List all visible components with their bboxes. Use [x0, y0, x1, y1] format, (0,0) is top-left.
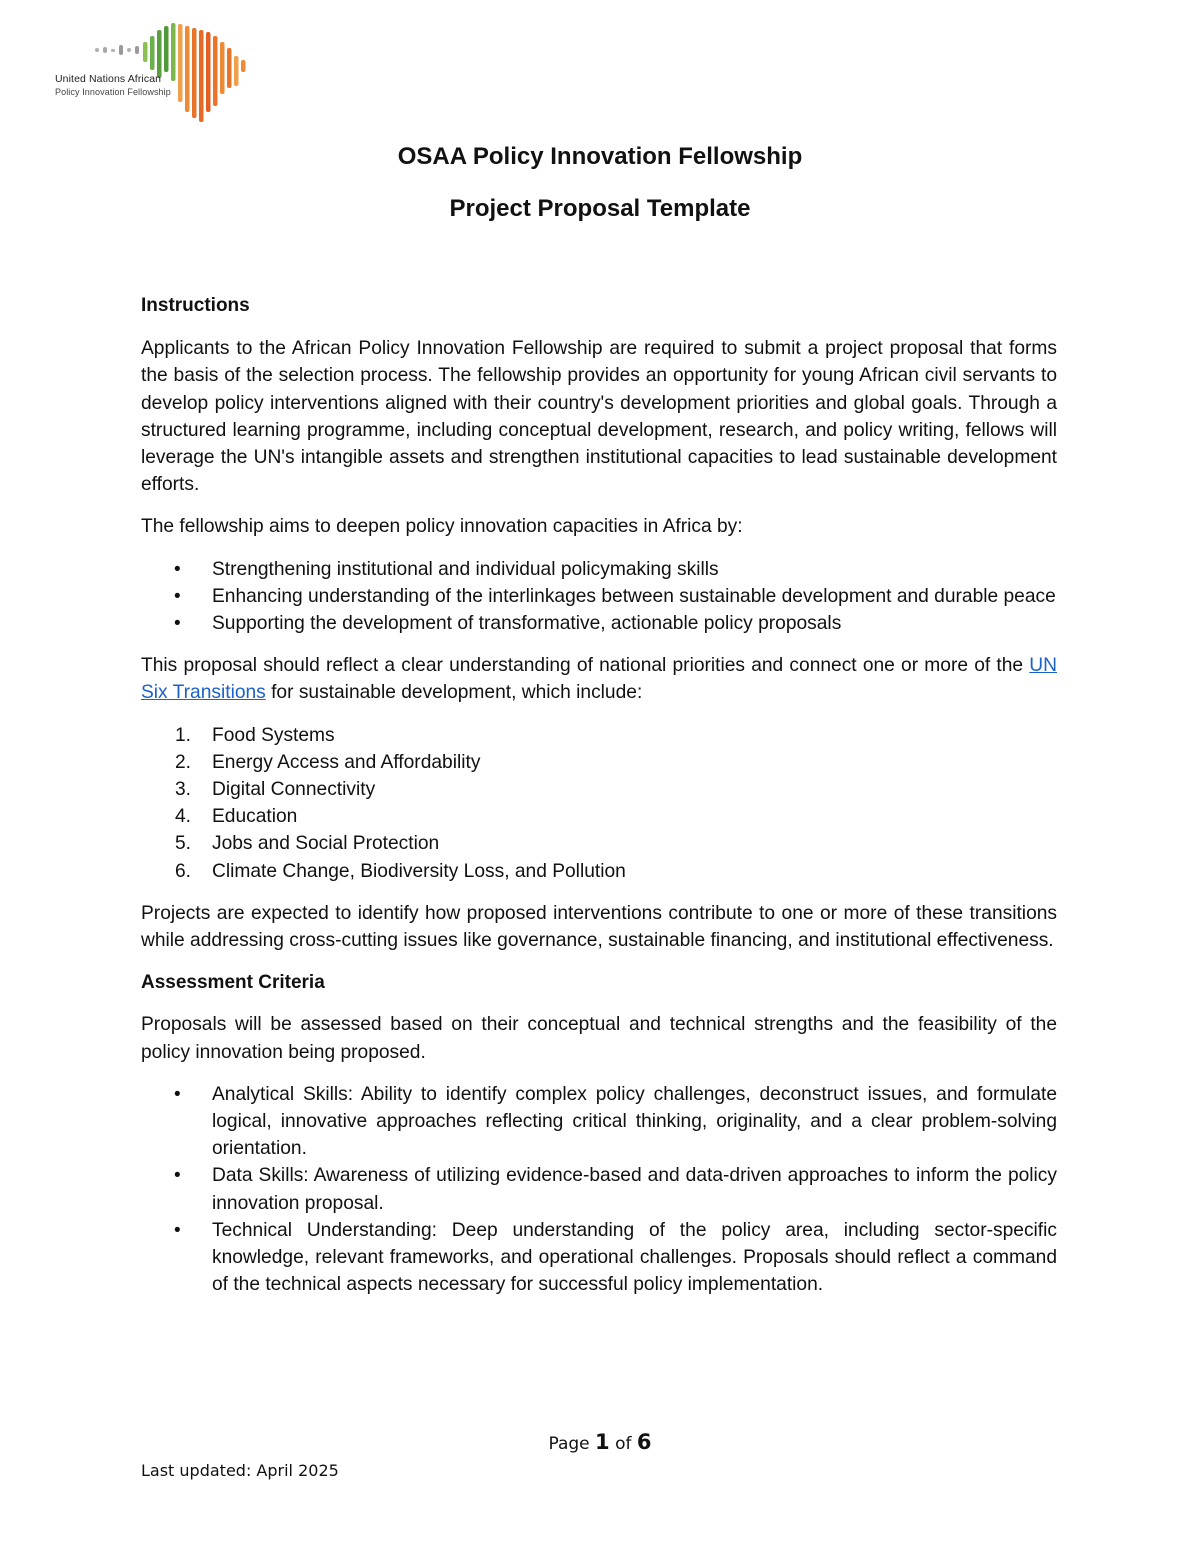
document-body: [141, 292, 1057, 1299]
list-item: 6. Climate Change, Biodiversity Loss, and Pollution: [175, 860, 626, 882]
logo-wordmark: [55, 73, 171, 99]
logo-line-1: United Nations African: [55, 73, 162, 85]
list-item: 3. Digital Connectivity: [175, 779, 376, 801]
instructions-paragraph-1: Applicants to the African Policy Innovation Fellowship are required to submit a project proposal that forms the basis of the selection process. The fellowship provides an opportunity for young African civil servants to develop policy interventions aligned with their country's development priorities and global goals. Through a structured learning programme, including conceptual development, research, and policy writing, fellows will leverage the UN's intangible assets and strengthen institutional capacities to lead sustainable development efforts.: [141, 338, 1057, 496]
document-title: OSAA Policy Innovation Fellowship: [397, 143, 803, 170]
last-updated: Last updated: April 2025: [141, 1461, 339, 1480]
instructions-paragraph-2: The fellowship aims to deepen policy innovation capacities in Africa by:: [141, 516, 743, 538]
un-six-transitions-link[interactable]: UN Six Transitions: [141, 655, 1057, 704]
instructions-paragraph-3: This proposal should reflect a clear understanding of national priorities and connect one or more of the UN Six Transitions for sustainable development, which include:: [141, 655, 1057, 704]
document-subtitle: Project Proposal Template: [449, 195, 751, 222]
assessment-heading: Assessment Criteria: [141, 972, 325, 994]
transitions-list: [141, 722, 1057, 885]
fellowship-logo: [50, 18, 260, 128]
list-item: • Technical Understanding: Deep understanding of the policy area, including sector-specific knowledge, relevant frameworks, and operational challenges. Proposals should reflect a command of the technical aspects necessary for successful policy implementation.: [141, 1217, 1057, 1299]
aims-list: [141, 556, 1057, 638]
list-item: • Strengthening institutional and individual policymaking skills: [141, 556, 1057, 583]
bullet-glyph: •: [174, 1165, 181, 1187]
list-item: • Enhancing understanding of the interlinkages between sustainable development and durable peace: [141, 583, 1057, 610]
bullet-glyph: •: [174, 613, 181, 635]
page-number: Page 1 of 6: [548, 1430, 652, 1454]
bullet-glyph: •: [174, 558, 181, 580]
assessment-paragraph-1: Proposals will be assessed based on their conceptual and technical strengths and the feasibility of the policy innovation being proposed.: [141, 1014, 1057, 1063]
list-item: • Data Skills: Awareness of utilizing evidence-based and data-driven approaches to inform the policy innovation proposal.: [141, 1162, 1057, 1216]
logo-line-2: Policy Innovation Fellowship: [55, 87, 171, 97]
list-item: 5. Jobs and Social Protection: [175, 833, 440, 855]
bullet-glyph: •: [174, 1219, 181, 1241]
instructions-paragraph-4: Projects are expected to identify how proposed interventions contribute to one or more of these transitions while addressing cross-cutting issues like governance, sustainable financing, and institutional effectiveness.: [141, 902, 1057, 952]
instructions-heading: Instructions: [141, 295, 250, 316]
list-item: 4. Education: [175, 806, 298, 828]
bullet-glyph: •: [174, 1083, 181, 1105]
list-item: 2. Energy Access and Affordability: [175, 751, 481, 773]
bullet-glyph: •: [174, 585, 181, 607]
list-item: • Supporting the development of transformative, actionable policy proposals: [141, 610, 1057, 637]
criteria-list: [141, 1081, 1057, 1299]
list-item: 1. Food Systems: [175, 724, 335, 746]
list-item: • Analytical Skills: Ability to identify complex policy challenges, deconstruct issues, and formulate logical, innovative approaches reflecting critical thinking, originality, and a clear problem-solving orientation.: [141, 1081, 1057, 1163]
